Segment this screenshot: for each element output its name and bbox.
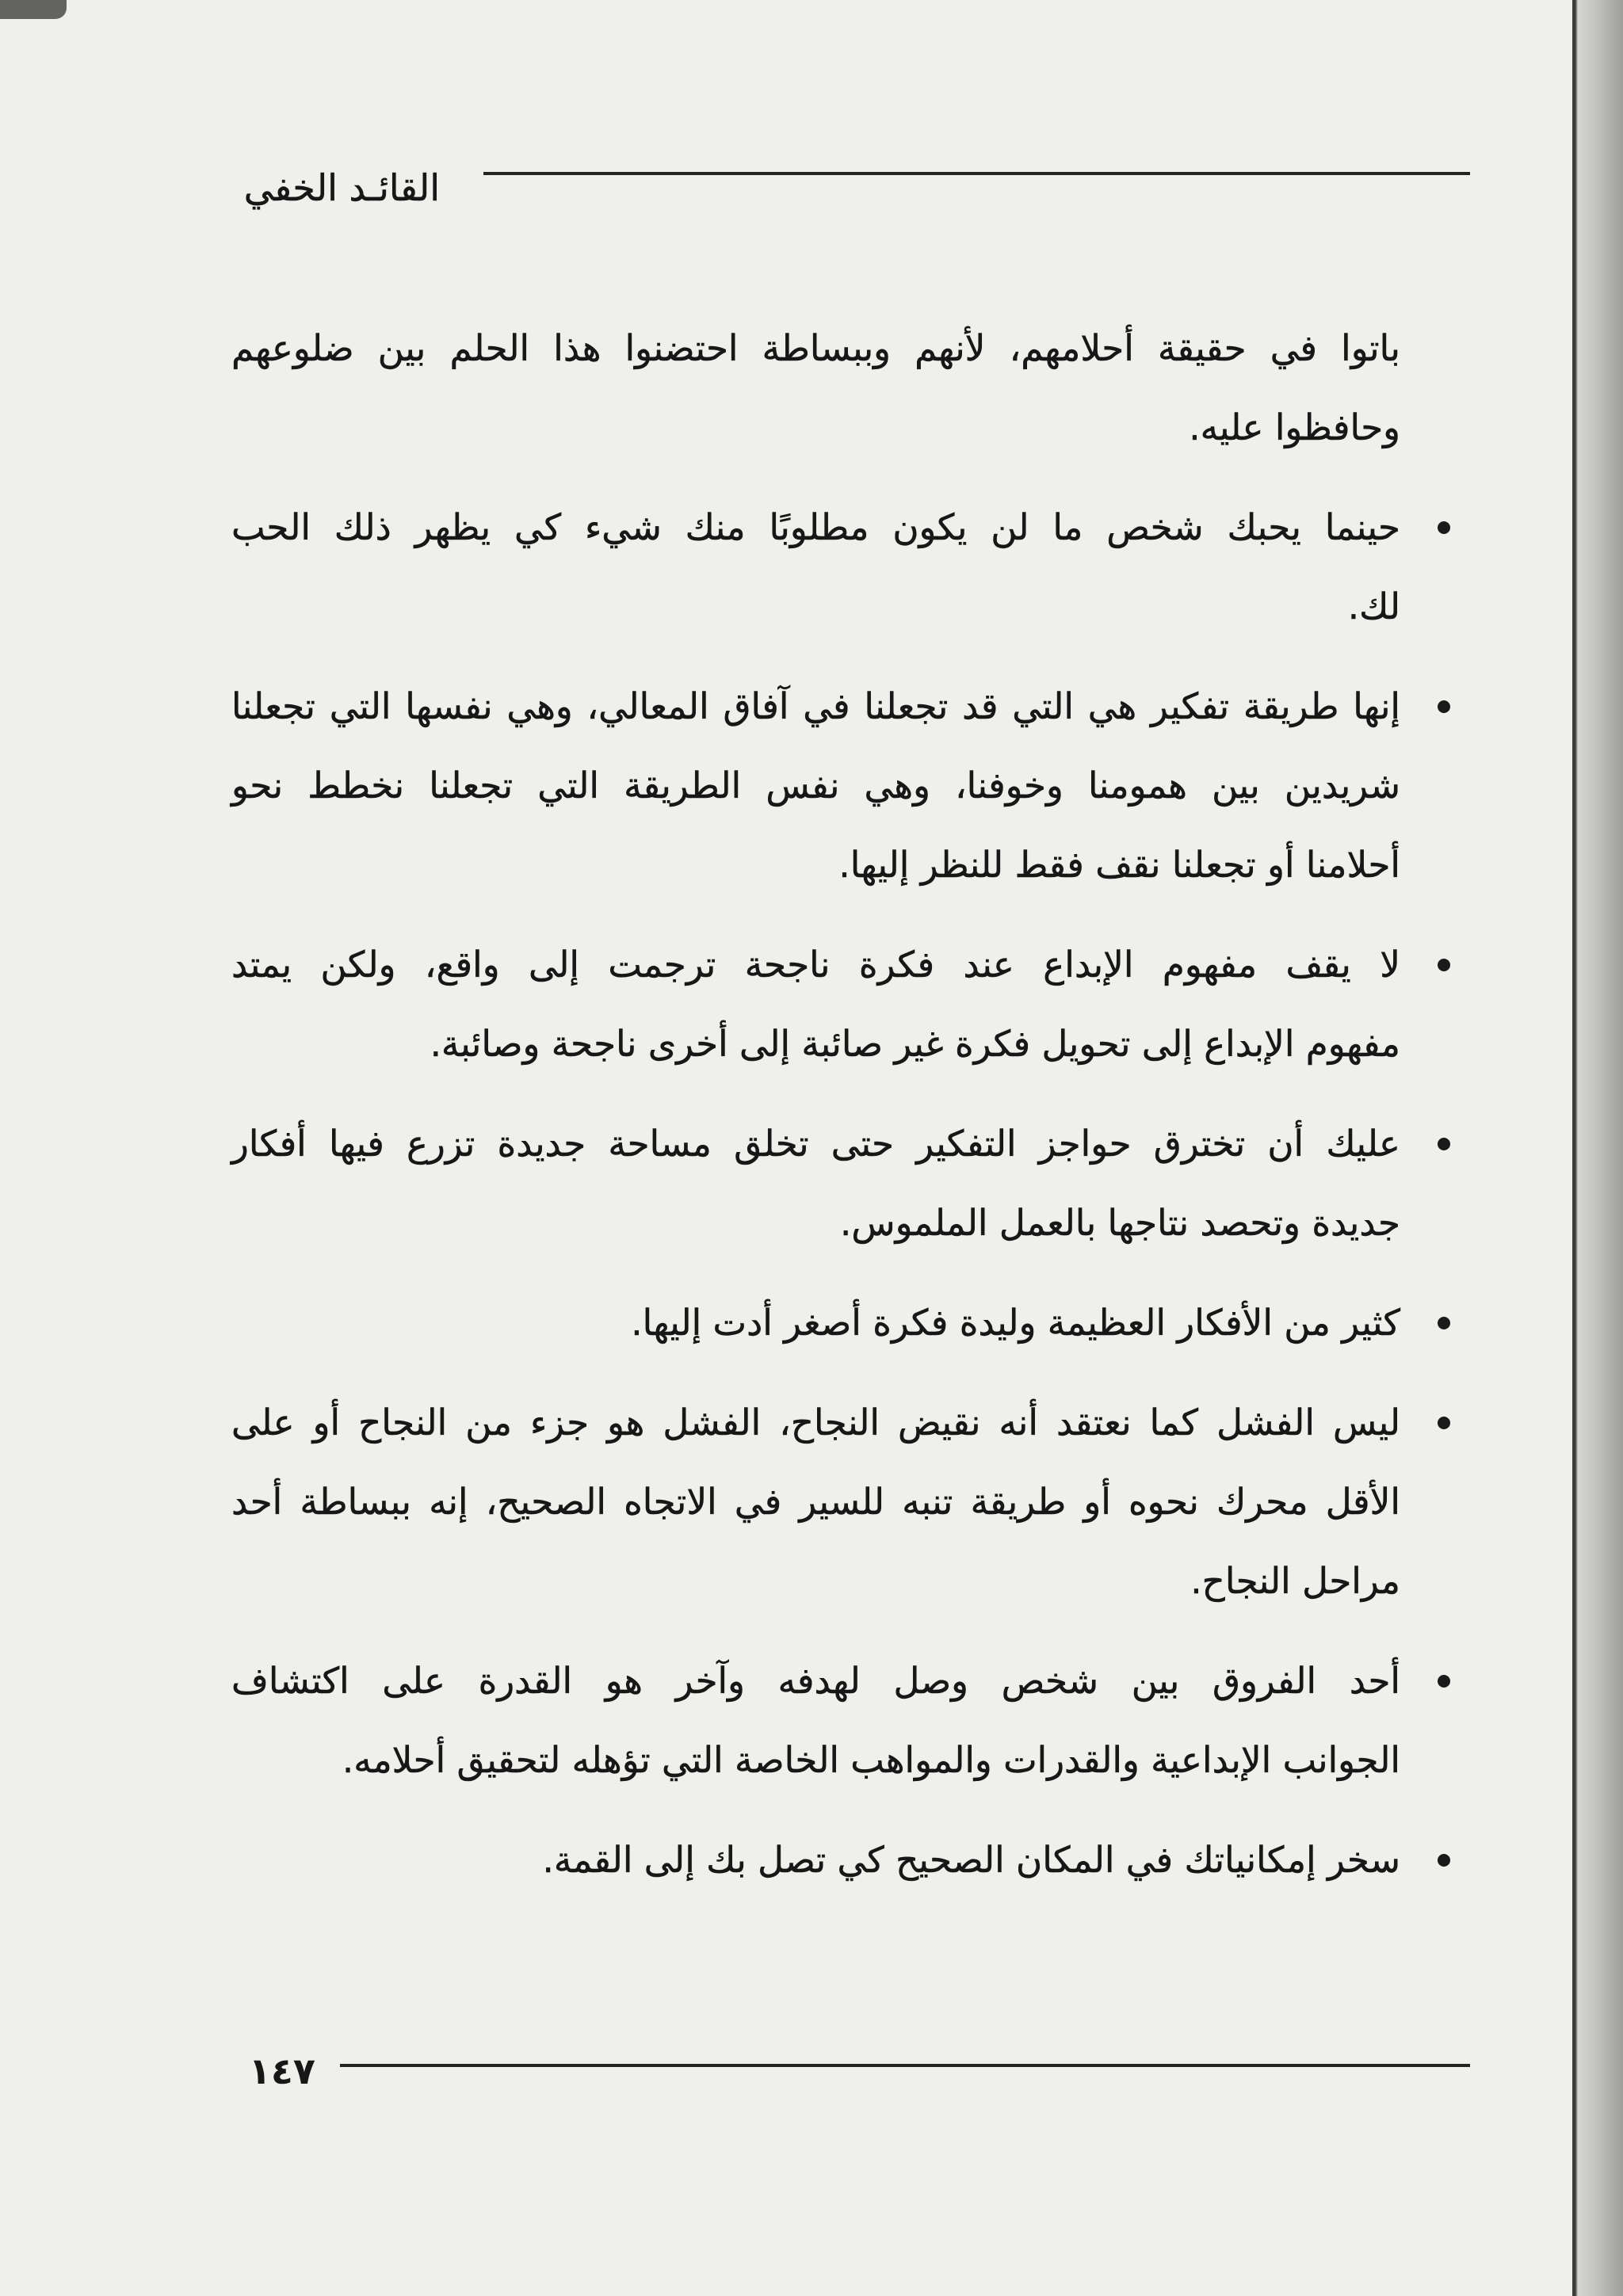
page-edge-shadow: [1572, 0, 1623, 2296]
bullet-item: [231, 925, 1400, 1084]
text-line: الأقل محرك نحوه أو طريقة تنبه للسير في الاتجاه الصحيح، إنه ببساطة أحد: [231, 1481, 1400, 1523]
text-line: ليس الفشل كما نعتقد أنه نقيض النجاح، الفشل هو جزء من النجاح أو على: [231, 1402, 1400, 1444]
text-line: وحافظوا عليه.: [1189, 406, 1400, 448]
text-line: لك.: [1347, 585, 1400, 627]
bullet-icon: [1438, 1675, 1450, 1688]
text-line: حينما يحبك شخص ما لن يكون مطلوبًا منك شيء كي يظهر ذلك الحب: [231, 506, 1400, 548]
paragraph: [231, 309, 1400, 467]
bullet-icon: [1438, 700, 1450, 713]
bullet-item: [231, 667, 1400, 905]
text-line: أحلامنا أو تجعلنا نقف فقط للنظر إليها.: [838, 844, 1400, 886]
header-rule: [483, 172, 1470, 175]
bullet-icon: [1438, 1317, 1450, 1329]
bullet-icon: [1438, 521, 1450, 534]
bullet-item: [231, 1821, 1400, 1900]
page-corner-shadow: [0, 0, 67, 19]
bullet-item: [231, 1283, 1400, 1363]
body-text: [231, 309, 1400, 1920]
bullet-icon: [1438, 959, 1450, 971]
text-line: مراحل النجاح.: [1190, 1560, 1400, 1602]
text-line: إنها طريقة تفكير هي التي قد تجعلنا في آفاق المعالي، وهي نفسها التي تجعلنا: [231, 685, 1400, 727]
bullet-item: [231, 1642, 1400, 1800]
text-line: الجوانب الإبداعية والقدرات والمواهب الخاصة التي تؤهله لتحقيق أحلامه.: [342, 1739, 1400, 1781]
text-line: شريدين بين همومنا وخوفنا، وهي نفس الطريقة التي تجعلنا نخطط نحو: [231, 765, 1400, 807]
running-header-title: القائـد الخفي: [243, 166, 440, 209]
page-number: ١٤٧: [248, 2050, 315, 2092]
bullet-item: [231, 1383, 1400, 1621]
text-line: جديدة وتحصد نتاجها بالعمل الملموس.: [840, 1202, 1400, 1244]
text-line: سخر إمكانياتك في المكان الصحيح كي تصل بك إلى القمة.: [542, 1839, 1400, 1881]
text-line: أحد الفروق بين شخص وصل لهدفه وآخر هو القدرة على اكتشاف: [231, 1660, 1400, 1702]
bullet-icon: [1438, 1854, 1450, 1867]
bullet-item: [231, 1104, 1400, 1263]
footer-rule: [340, 2064, 1470, 2067]
text-line: مفهوم الإبداع إلى تحويل فكرة غير صائبة إلى أخرى ناجحة وصائبة.: [430, 1023, 1400, 1065]
text-line: لا يقف مفهوم الإبداع عند فكرة ناجحة ترجمت إلى واقع، ولكن يمتد: [231, 944, 1400, 986]
text-line: عليك أن تخترق حواجز التفكير حتى تخلق مساحة جديدة تزرع فيها أفكار: [231, 1123, 1400, 1165]
bullet-icon: [1438, 1138, 1450, 1150]
bullet-item: [231, 488, 1400, 646]
text-line: كثير من الأفكار العظيمة وليدة فكرة أصغر أدت إليها.: [631, 1302, 1400, 1344]
bullet-icon: [1438, 1417, 1450, 1429]
text-line: باتوا في حقيقة أحلامهم، لأنهم وببساطة احتضنوا هذا الحلم بين ضلوعهم: [231, 327, 1400, 369]
